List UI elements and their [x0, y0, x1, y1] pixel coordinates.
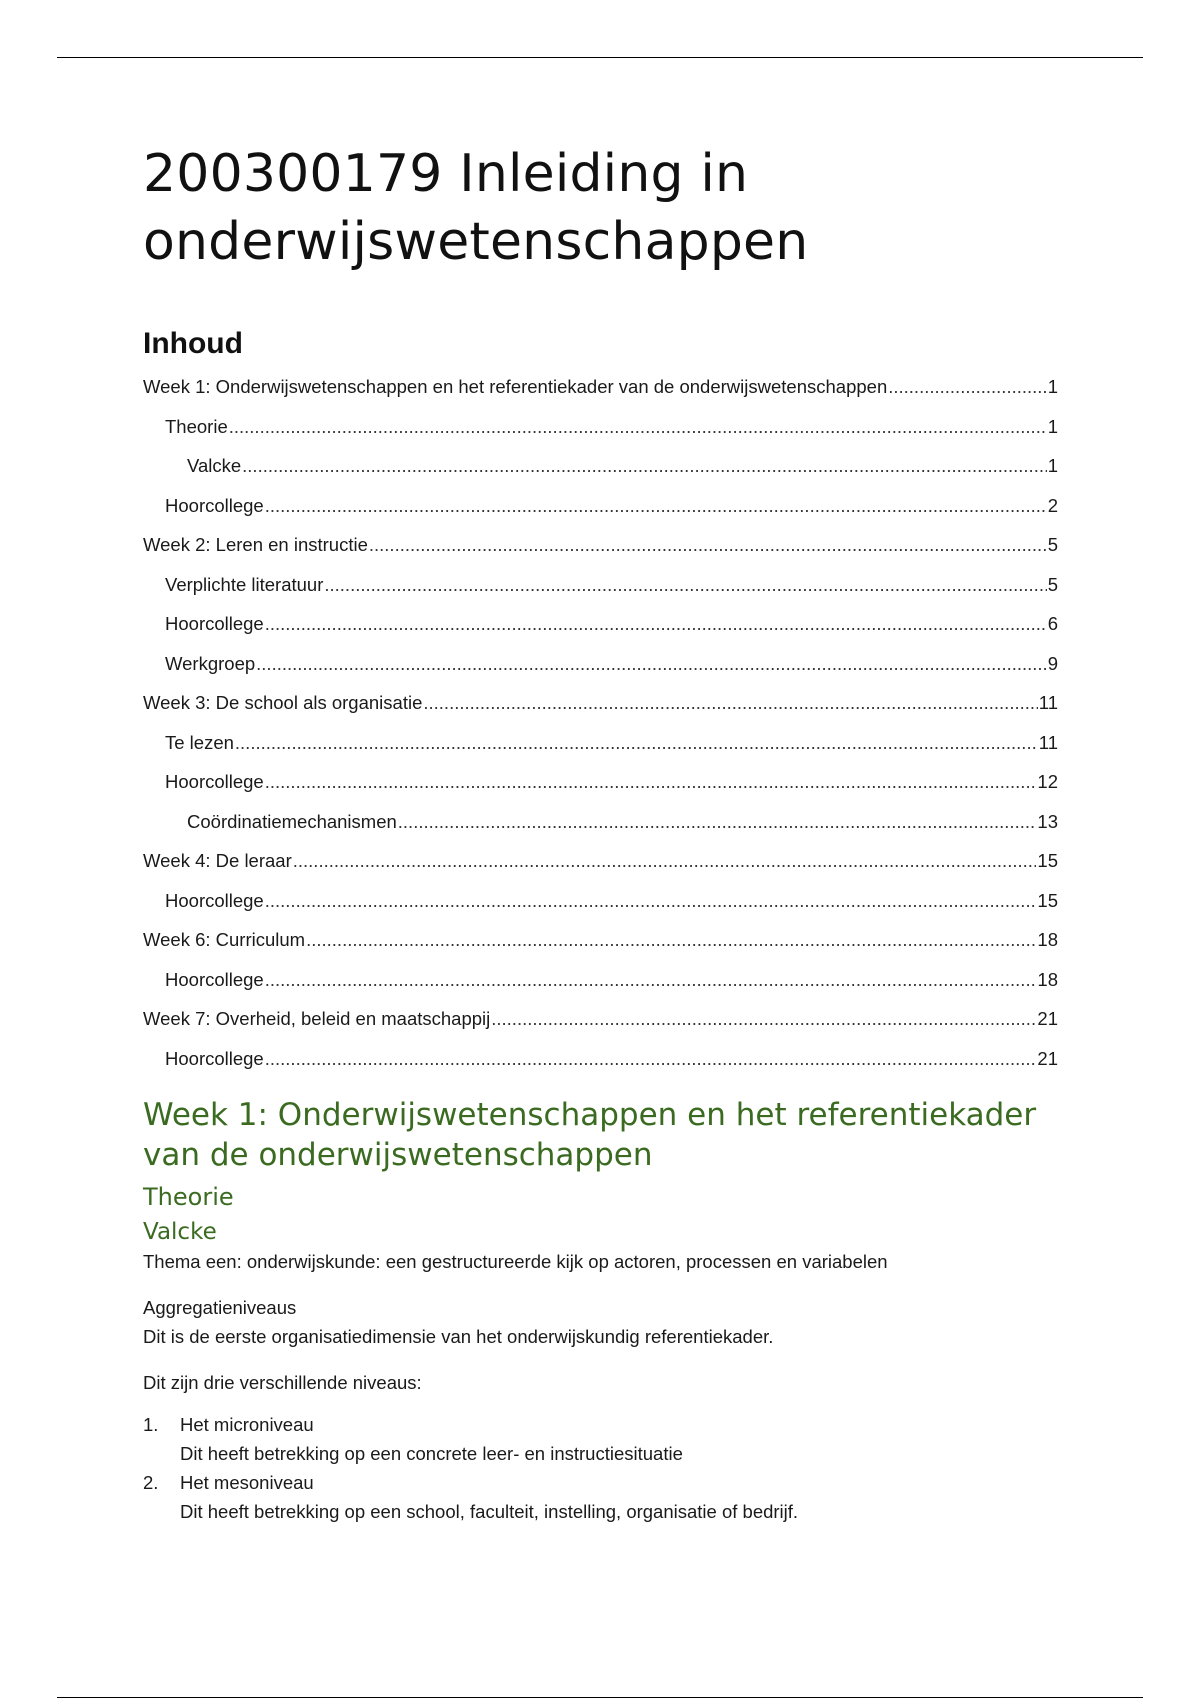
toc-leader-dots	[306, 929, 1036, 951]
toc-entry-label: Week 3: De school als organisatie	[143, 692, 423, 713]
toc-entry[interactable]	[143, 1048, 1058, 1088]
toc-leader-dots	[265, 771, 1037, 793]
toc-entry[interactable]	[143, 811, 1058, 851]
toc-entry-page: 12	[1037, 771, 1058, 792]
toc-entry[interactable]	[143, 455, 1058, 495]
list-item-description: Dit heeft betrekking op een concrete leer- en instructiesituatie	[180, 1443, 683, 1464]
toc-leader-dots	[235, 732, 1038, 754]
toc-entry[interactable]	[143, 1008, 1058, 1048]
toc-entry-page: 1	[1047, 415, 1058, 437]
toc-entry-page: 1	[1047, 376, 1058, 397]
levels-intro-paragraph: Dit zijn drie verschillende niveaus:	[143, 1372, 422, 1393]
list-item-title: Het microniveau	[180, 1414, 314, 1435]
document-page	[143, 140, 1058, 1526]
toc-entry-label: Valcke	[187, 455, 242, 476]
theme-paragraph: Thema een: onderwijskunde: een gestructureerde kijk op actoren, processen en variabelen	[143, 1251, 888, 1272]
list-item-number: 2.	[143, 1472, 159, 1493]
toc-entry-page: 13	[1037, 810, 1058, 832]
subsection-heading-theorie: Theorie	[143, 1183, 234, 1211]
toc-entry-page: 21	[1037, 1008, 1058, 1029]
toc-entry-label: Theorie	[165, 415, 228, 437]
toc-entry-page: 5	[1047, 534, 1058, 555]
list-item	[143, 1468, 1058, 1526]
toc-entry-page: 11	[1038, 731, 1058, 753]
toc-entry[interactable]	[143, 613, 1058, 653]
toc-entry-page: 15	[1037, 889, 1058, 911]
section-heading-week-1: Week 1: Onderwijswetenschappen en het referentiekader van de onderwijswetenschappen	[143, 1097, 1037, 1173]
toc-heading: Inhoud	[143, 327, 243, 360]
toc-entry-label: Hoorcollege	[165, 1047, 264, 1069]
list-item-number: 1.	[143, 1414, 159, 1435]
toc-entry-label: Hoorcollege	[165, 889, 264, 911]
list-item	[143, 1410, 1058, 1468]
table-of-contents	[143, 376, 1058, 1087]
toc-entry-page: 15	[1037, 850, 1058, 871]
toc-entry-label: Coördinatiemechanismen	[187, 810, 397, 832]
toc-entry-page: 18	[1037, 968, 1058, 990]
toc-entry-label: Week 4: De leraar	[143, 850, 292, 871]
toc-entry[interactable]	[143, 732, 1058, 772]
toc-entry-page: 9	[1047, 652, 1058, 674]
toc-entry[interactable]	[143, 534, 1058, 574]
toc-leader-dots	[256, 653, 1047, 675]
toc-entry[interactable]	[143, 969, 1058, 1009]
toc-leader-dots	[369, 534, 1047, 556]
toc-leader-dots	[265, 890, 1037, 912]
toc-entry-label: Hoorcollege	[165, 771, 264, 792]
toc-entry-page: 6	[1047, 613, 1058, 634]
toc-entry-page: 11	[1038, 692, 1058, 713]
intro-paragraph: Dit is de eerste organisatiedimensie van het onderwijskundig referentiekader.	[143, 1326, 774, 1347]
toc-entry-page: 2	[1047, 494, 1058, 516]
toc-entry-label: Week 7: Overheid, beleid en maatschappij	[143, 1008, 491, 1029]
toc-leader-dots	[491, 1008, 1036, 1030]
toc-leader-dots	[265, 969, 1037, 991]
toc-entry-label: Werkgroep	[165, 652, 256, 674]
toc-entry-label: Verplichte literatuur	[165, 573, 324, 595]
toc-leader-dots	[265, 613, 1047, 635]
toc-entry[interactable]	[143, 692, 1058, 732]
toc-entry-page: 21	[1037, 1047, 1058, 1069]
toc-leader-dots	[242, 455, 1047, 477]
page-bottom-rule	[57, 1697, 1143, 1698]
list-item-description: Dit heeft betrekking op een school, faculteit, instelling, organisatie of bedrijf.	[180, 1501, 799, 1522]
toc-entry-label: Week 1: Onderwijswetenschappen en het referentiekader van de onderwijswetenschappen	[143, 376, 888, 397]
aggregation-subheading: Aggregatieniveaus	[143, 1297, 297, 1318]
subsection-heading-valcke: Valcke	[143, 1219, 217, 1245]
document-title: 200300179 Inleiding in onderwijswetenschappen	[143, 144, 809, 272]
toc-entry[interactable]	[143, 929, 1058, 969]
toc-entry[interactable]	[143, 653, 1058, 693]
toc-leader-dots	[398, 811, 1037, 833]
toc-leader-dots	[324, 574, 1046, 596]
toc-entry[interactable]	[143, 416, 1058, 456]
toc-entry[interactable]	[143, 495, 1058, 535]
toc-entry[interactable]	[143, 574, 1058, 614]
toc-leader-dots	[888, 376, 1046, 398]
toc-entry[interactable]	[143, 771, 1058, 811]
toc-entry-page: 18	[1037, 929, 1058, 950]
toc-entry-label: Hoorcollege	[165, 613, 264, 634]
toc-entry[interactable]	[143, 850, 1058, 890]
toc-entry[interactable]	[143, 376, 1058, 416]
page-top-rule	[57, 57, 1143, 58]
toc-entry-page: 5	[1047, 573, 1058, 595]
toc-leader-dots	[229, 416, 1047, 438]
toc-entry[interactable]	[143, 890, 1058, 930]
toc-leader-dots	[293, 850, 1037, 872]
toc-entry-label: Hoorcollege	[165, 968, 264, 990]
list-item-title: Het mesoniveau	[180, 1472, 314, 1493]
toc-entry-label: Hoorcollege	[165, 494, 264, 516]
toc-leader-dots	[423, 692, 1037, 714]
levels-list	[143, 1410, 1058, 1526]
toc-entry-label: Week 6: Curriculum	[143, 929, 306, 950]
toc-entry-label: Te lezen	[165, 731, 234, 753]
toc-leader-dots	[265, 1048, 1037, 1070]
toc-entry-label: Week 2: Leren en instructie	[143, 534, 368, 555]
toc-entry-page: 1	[1047, 455, 1058, 476]
toc-leader-dots	[265, 495, 1047, 517]
